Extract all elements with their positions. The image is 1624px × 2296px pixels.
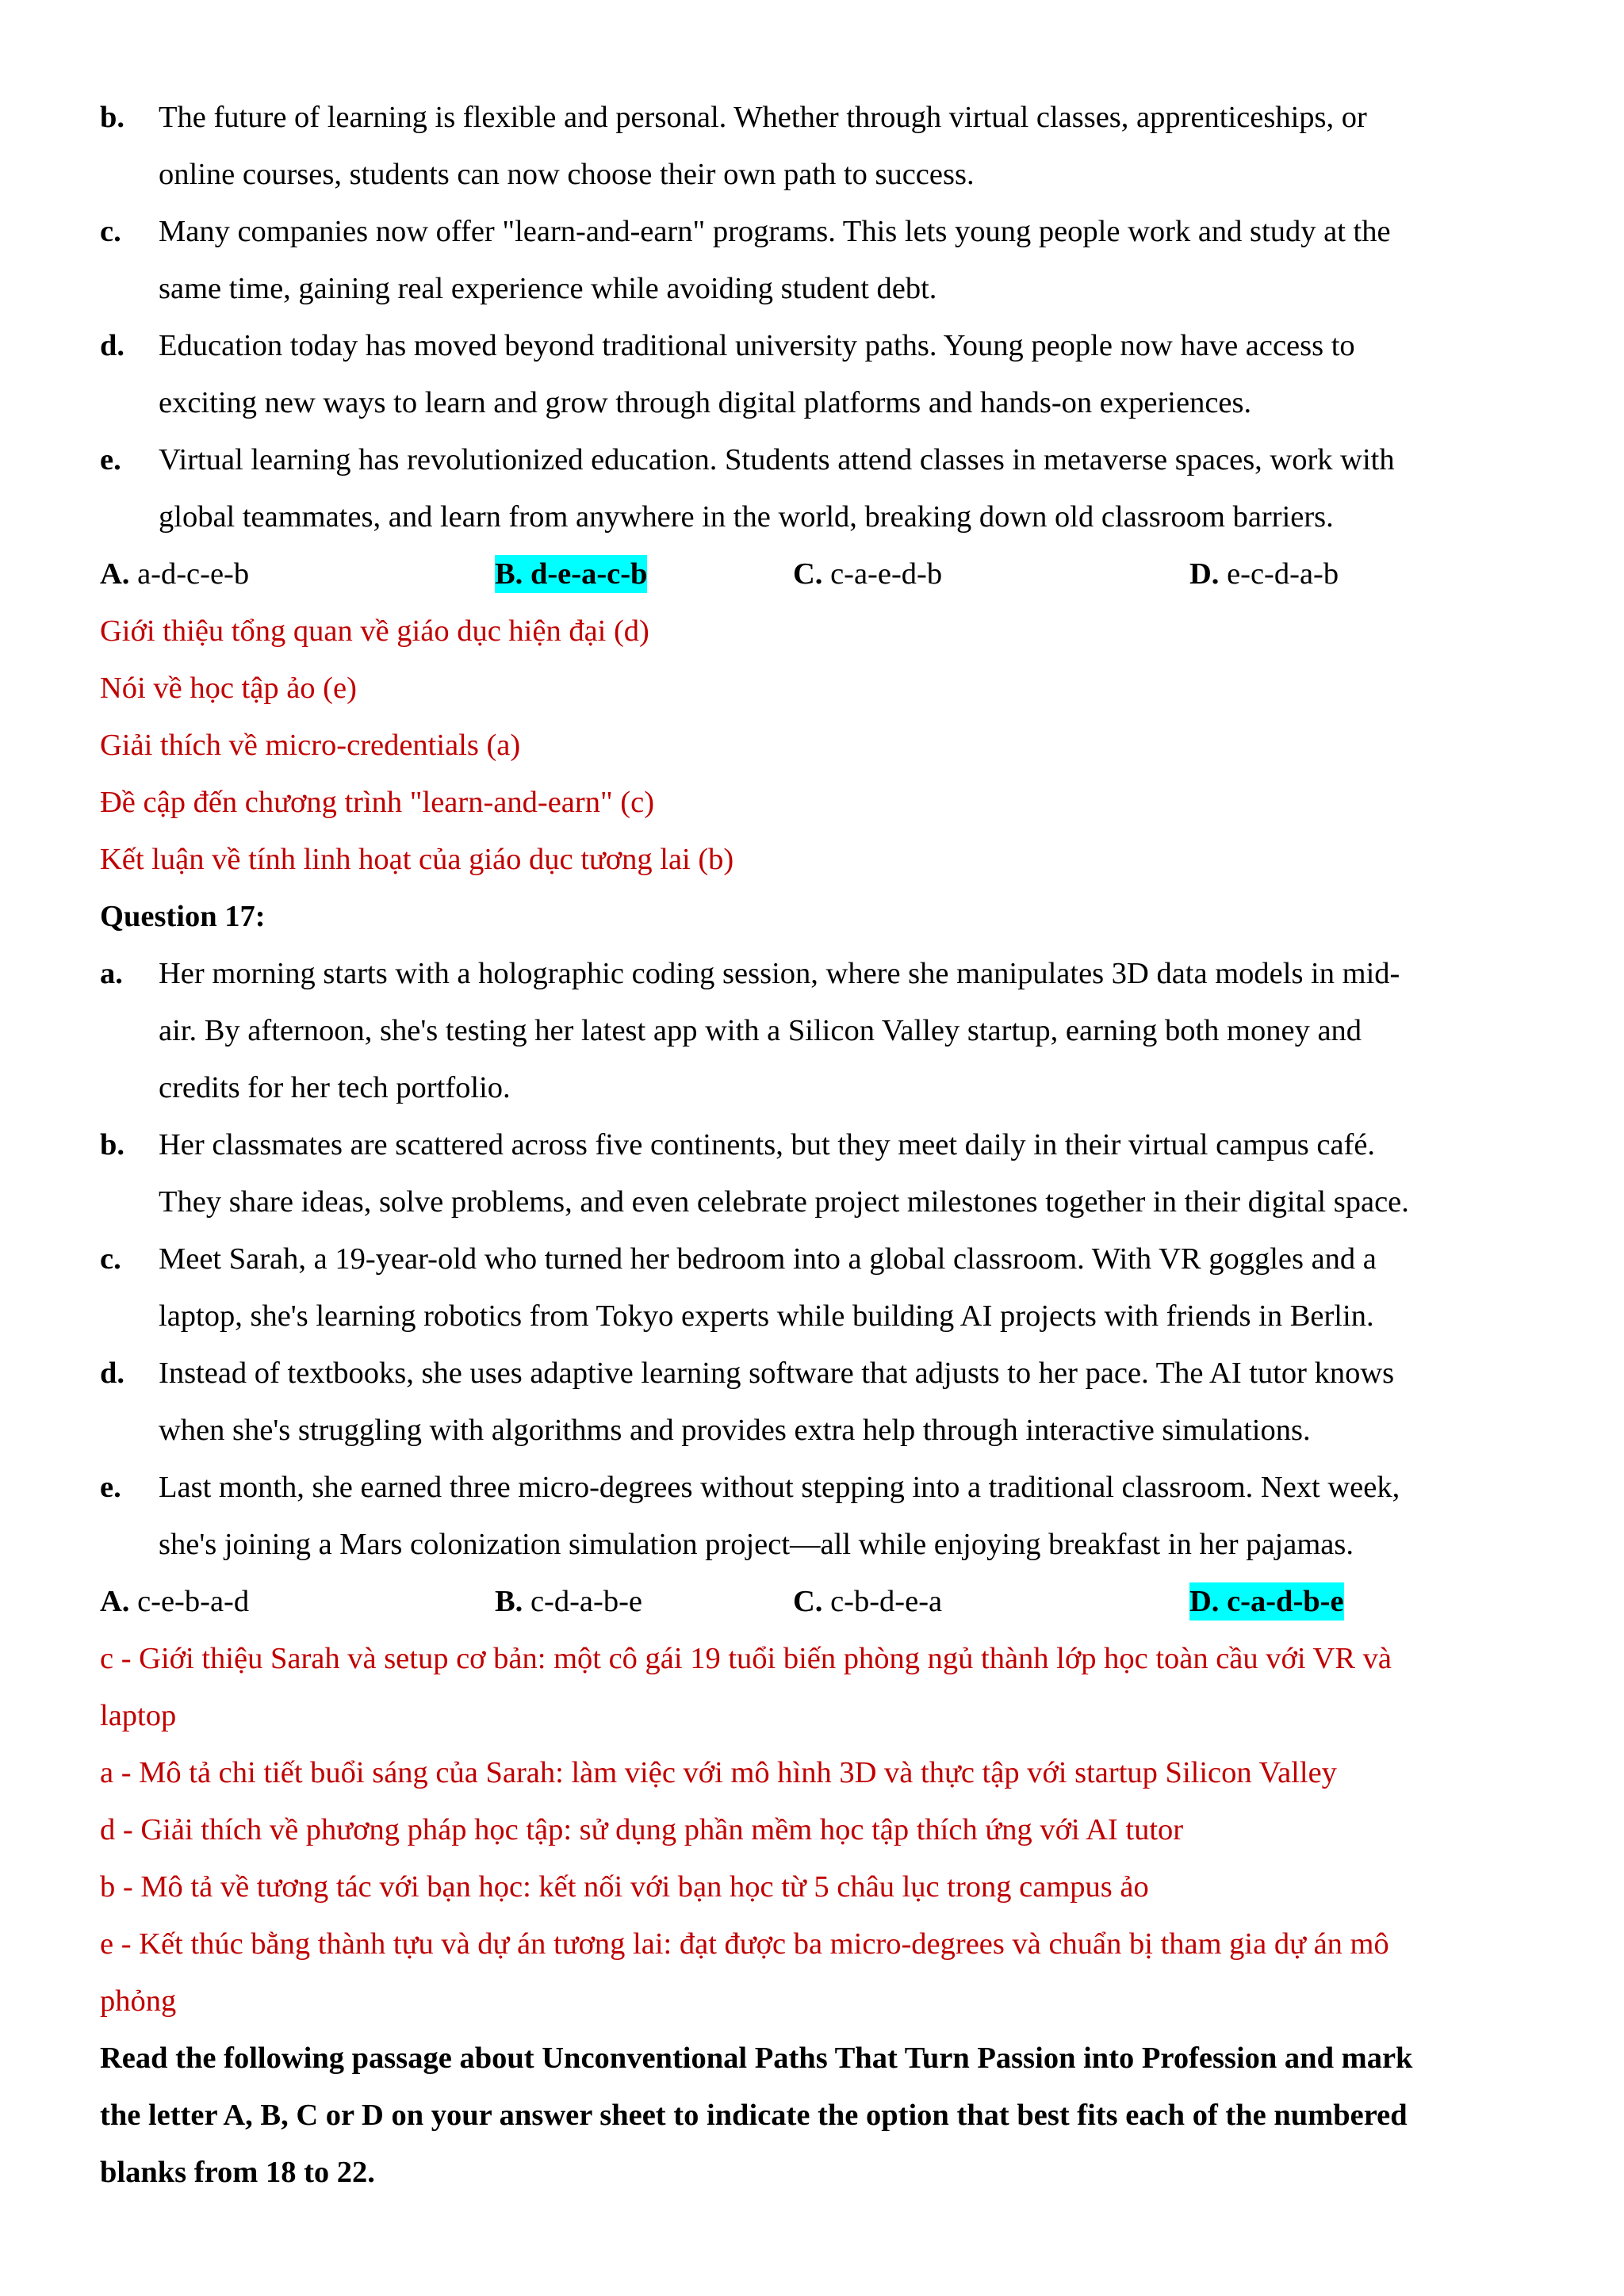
q17-item-label-b: b. — [100, 1128, 125, 1161]
q17-option-d-correct: D. c-a-d-b-e — [1189, 1582, 1344, 1621]
q16-explanation-line: Giới thiệu tổng quan về giáo dục hiện đại (d) — [100, 614, 649, 648]
q17-option-a: A. c-e-b-a-d — [100, 1585, 250, 1618]
q16-item-c-line1: Many companies now offer "learn-and-earn" programs. This lets young people work and study at the — [159, 215, 1391, 248]
q17-item-label-e: e. — [100, 1471, 121, 1504]
q17-item-label-c: c. — [100, 1242, 121, 1276]
q17-item-c-line2: laptop, she's learning robotics from Tokyo experts while building AI projects with friends in Berlin. — [159, 1299, 1374, 1333]
q17-explanation-line: e - Kết thúc bằng thành tựu và dự án tương lai: đạt được ba micro-degrees và chuẩn bị tham gia dự án mô — [100, 1927, 1389, 1961]
instruction-line: blanks from 18 to 22. — [100, 2156, 375, 2189]
q16-option-a: A. a-d-c-e-b — [100, 557, 250, 591]
q16-item-c-line2: same time, gaining real experience while avoiding student debt. — [159, 272, 937, 305]
instruction-line: Read the following passage about Unconventional Paths That Turn Passion into Profession and mark — [100, 2042, 1413, 2075]
q16-item-e-line1: Virtual learning has revolutionized education. Students attend classes in metaverse spaces, work with — [159, 443, 1395, 476]
q16-item-d-line1: Education today has moved beyond traditional university paths. Young people now have access to — [159, 329, 1355, 362]
q17-item-d-line2: when she's struggling with algorithms and provides extra help through interactive simulations. — [159, 1414, 1311, 1447]
q17-item-a-line2: air. By afternoon, she's testing her latest app with a Silicon Valley startup, earning both money and — [159, 1014, 1362, 1047]
q17-item-label-a: a. — [100, 957, 123, 990]
q17-option-c: C. c-b-d-e-a — [793, 1585, 943, 1618]
q17-item-label-d: d. — [100, 1357, 125, 1390]
q17-item-a-line1: Her morning starts with a holographic coding session, where she manipulates 3D data models in mid- — [159, 957, 1400, 990]
q17-item-c-line1: Meet Sarah, a 19-year-old who turned her bedroom into a global classroom. With VR goggles and a — [159, 1242, 1377, 1276]
q17-explanation-line: b - Mô tả về tương tác với bạn học: kết nối với bạn học từ 5 châu lục trong campus ảo — [100, 1870, 1149, 1904]
q17-explanation-line: laptop — [100, 1699, 177, 1732]
q17-explanation-line: c - Giới thiệu Sarah và setup cơ bản: một cô gái 19 tuổi biến phòng ngủ thành lớp học toàn cầu với VR và — [100, 1642, 1392, 1675]
q17-item-e-line1: Last month, she earned three micro-degrees without stepping into a traditional classroom. Next week, — [159, 1471, 1400, 1504]
q16-item-label-b: b. — [100, 101, 125, 134]
q16-explanation-line: Nói về học tập ảo (e) — [100, 672, 357, 705]
q16-item-d-line2: exciting new ways to learn and grow through digital platforms and hands-on experiences. — [159, 386, 1252, 419]
instruction-line: the letter A, B, C or D on your answer sheet to indicate the option that best fits each of the numbered — [100, 2099, 1408, 2132]
q16-explanation-line: Kết luận về tính linh hoạt của giáo dục tương lai (b) — [100, 843, 734, 876]
q17-option-b: B. c-d-a-b-e — [495, 1585, 642, 1618]
q16-item-label-c: c. — [100, 215, 121, 248]
q16-option-c: C. c-a-e-d-b — [793, 557, 943, 591]
q17-item-b-line2: They share ideas, solve problems, and even celebrate project milestones together in their digital space. — [159, 1185, 1409, 1219]
q17-item-b-line1: Her classmates are scattered across five continents, but they meet daily in their virtual campus café. — [159, 1128, 1376, 1161]
q16-item-label-e: e. — [100, 443, 121, 476]
q17-explanation-line: d - Giải thích về phương pháp học tập: sử dụng phần mềm học tập thích ứng với AI tutor — [100, 1813, 1184, 1846]
q17-item-a-line3: credits for her tech portfolio. — [159, 1071, 511, 1104]
q16-item-label-d: d. — [100, 329, 125, 362]
q16-explanation-line: Giải thích về micro-credentials (a) — [100, 729, 521, 762]
q17-item-d-line1: Instead of textbooks, she uses adaptive learning software that adjusts to her pace. The AI tutor knows — [159, 1357, 1395, 1390]
q16-explanation-line: Đề cập đến chương trình "learn-and-earn" (c) — [100, 786, 655, 819]
q17-explanation-line: a - Mô tả chi tiết buổi sáng của Sarah: làm việc với mô hình 3D và thực tập với startup Silicon Valley — [100, 1756, 1337, 1789]
q16-item-b-line1: The future of learning is flexible and personal. Whether through virtual classes, apprenticeships, or — [159, 101, 1367, 134]
q17-explanation-line: phỏng — [100, 1984, 177, 2018]
q17-item-e-line2: she's joining a Mars colonization simulation project—all while enjoying breakfast in her pajamas. — [159, 1528, 1354, 1561]
q16-item-b-line2: online courses, students can now choose their own path to success. — [159, 158, 975, 191]
q17-title: Question 17: — [100, 900, 266, 933]
q16-option-d: D. e-c-d-a-b — [1189, 557, 1339, 591]
q16-option-b-correct: B. d-e-a-c-b — [495, 555, 647, 593]
q16-item-e-line2: global teammates, and learn from anywhere in the world, breaking down old classroom barriers. — [159, 500, 1334, 534]
